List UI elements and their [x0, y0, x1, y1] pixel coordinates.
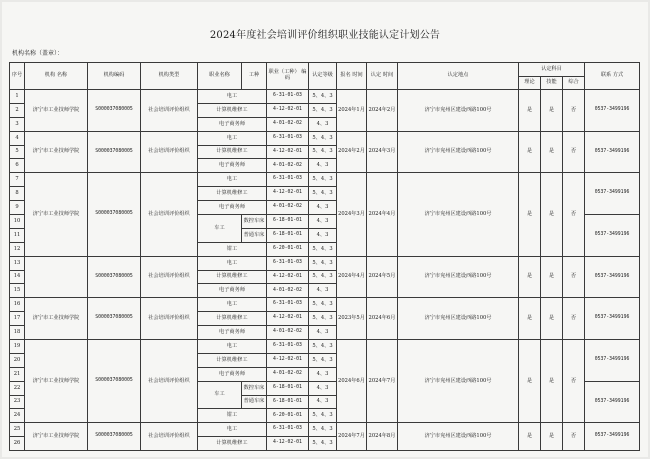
level-cell: 5、4、3: [309, 409, 337, 423]
header-comprehensive: 综合: [563, 77, 585, 90]
skill-cell: 是: [541, 298, 563, 340]
skill-cell: 是: [541, 340, 563, 423]
job-code-cell: 4-12-02-01: [267, 437, 309, 451]
job-code-cell: 6-31-01-03: [267, 298, 309, 312]
job-code-cell: 6-18-01-01: [267, 228, 309, 242]
row-seq: 1: [10, 90, 25, 104]
plan-table: [9, 62, 640, 451]
job-name-cell: 电工: [198, 340, 267, 354]
job-code-cell: 6-31-01-03: [267, 256, 309, 270]
exam-time-cell: 2024年5月: [367, 256, 398, 298]
exam-time-cell: 2024年8月: [367, 423, 398, 451]
level-cell: 5、4、3: [309, 270, 337, 284]
table-row: [10, 90, 640, 104]
job-code-cell: 6-31-01-03: [267, 340, 309, 354]
level-cell: 5、4、3: [309, 353, 337, 367]
level-cell: 4、3: [309, 284, 337, 298]
table-body: [10, 90, 640, 451]
header-row: [10, 63, 640, 77]
contact-cell: 0537-3499196: [585, 381, 640, 423]
org-code-cell: S000037080005: [88, 173, 141, 256]
theory-cell: 是: [519, 256, 541, 298]
contact-cell: 0537-3499196: [585, 215, 640, 257]
job-code-cell: 6-20-01-01: [267, 242, 309, 256]
org-code-cell: S000037080005: [88, 298, 141, 340]
row-seq: 23: [10, 395, 25, 409]
table-row: [10, 298, 640, 312]
job-name-cell: 电工: [198, 423, 267, 437]
job-name-cell: 电子商务师: [198, 201, 267, 215]
header-contact: 联系 方式: [585, 63, 640, 90]
org-code-cell: S000037080005: [88, 131, 141, 173]
org-name-cell: 济宁市工业技师学院: [25, 173, 88, 256]
level-cell: 4、3: [309, 326, 337, 340]
row-seq: 21: [10, 367, 25, 381]
job-code-cell: 4-01-02-02: [267, 159, 309, 173]
location-cell: 济宁市兖州区建设西路100号: [398, 256, 519, 298]
org-name-cell: 济宁市工业技师学院: [25, 423, 88, 451]
job-code-cell: 6-20-01-01: [267, 409, 309, 423]
comprehensive-cell: 否: [563, 90, 585, 132]
job-name-cell: 电子商务师: [198, 326, 267, 340]
table-row: [10, 423, 640, 437]
level-cell: 5、4、3: [309, 256, 337, 270]
org-type-cell: 社会培训评价组织: [141, 256, 198, 298]
row-seq: 3: [10, 117, 25, 131]
org-name-cell: 济宁市工业技师学院: [25, 298, 88, 340]
row-seq: 11: [10, 228, 25, 242]
job-name-cell: 计算机维修工: [198, 103, 267, 117]
skill-cell: 是: [541, 173, 563, 256]
org-name-cell: 济宁市工业技师学院: [25, 340, 88, 423]
job-name-cell: 计算机维修工: [198, 353, 267, 367]
contact-cell: 0537-3499196: [585, 256, 640, 298]
job-name-cell: 电子商务师: [198, 117, 267, 131]
comprehensive-cell: 否: [563, 340, 585, 423]
level-cell: 4、3: [309, 117, 337, 131]
row-seq: 19: [10, 340, 25, 354]
row-seq: 22: [10, 381, 25, 395]
contact-cell: 0537-3499196: [585, 90, 640, 132]
row-seq: 17: [10, 312, 25, 326]
location-cell: 济宁市兖州区建设西路100号: [398, 173, 519, 256]
job-name-cell: 计算机维修工: [198, 187, 267, 201]
org-code-cell: S000037080005: [88, 423, 141, 451]
theory-cell: 是: [519, 131, 541, 173]
level-cell: 4、3: [309, 159, 337, 173]
header-skill: 技能: [541, 77, 563, 90]
skill-cell: 是: [541, 423, 563, 451]
job-code-cell: 6-31-01-03: [267, 173, 309, 187]
job-name-cell: 钳工: [198, 242, 267, 256]
job-code-cell: 4-01-02-02: [267, 201, 309, 215]
theory-cell: 是: [519, 340, 541, 423]
job-name-cell: 电子商务师: [198, 159, 267, 173]
org-type-cell: 社会培训评价组织: [141, 90, 198, 132]
header-seq: 序号: [10, 63, 25, 90]
job-code-cell: 4-12-02-01: [267, 103, 309, 117]
row-seq: 8: [10, 187, 25, 201]
header-location: 认定地点: [398, 63, 519, 90]
row-seq: 10: [10, 215, 25, 229]
job-code-cell: 6-31-01-03: [267, 131, 309, 145]
org-type-cell: 社会培训评价组织: [141, 340, 198, 423]
level-cell: 5、4、3: [309, 145, 337, 159]
job-name-cell: 电工: [198, 173, 267, 187]
job-code-cell: 6-18-01-01: [267, 215, 309, 229]
skill-cell: 是: [541, 90, 563, 132]
job-code-cell: 4-12-02-01: [267, 270, 309, 284]
work-type-cell: 数控车床: [242, 215, 267, 229]
job-name-cell: 钳工: [198, 409, 267, 423]
level-cell: 4、3: [309, 228, 337, 242]
level-cell: 5、4、3: [309, 187, 337, 201]
org-code-cell: S000037080005: [88, 256, 141, 298]
location-cell: 济宁市兖州区建设西路100号: [398, 298, 519, 340]
org-code-cell: S000037080005: [88, 340, 141, 423]
row-seq: 15: [10, 284, 25, 298]
signup-time-cell: 2023年5月: [337, 298, 367, 340]
skill-cell: 是: [541, 131, 563, 173]
signup-time-cell: 2024年6月: [337, 340, 367, 423]
level-cell: 5、4、3: [309, 131, 337, 145]
job-name-cell: 计算机维修工: [198, 145, 267, 159]
exam-time-cell: 2024年4月: [367, 173, 398, 256]
table-row: [10, 131, 640, 145]
contact-cell: 0537-3499196: [585, 298, 640, 340]
theory-cell: 是: [519, 298, 541, 340]
header-org-code: 机构编码: [88, 63, 141, 90]
row-seq: 4: [10, 131, 25, 145]
level-cell: 5、4、3: [309, 437, 337, 451]
location-cell: 济宁市兖州区建设西路100号: [398, 423, 519, 451]
table-row: [10, 340, 640, 354]
row-seq: 18: [10, 326, 25, 340]
job-code-cell: 6-31-01-03: [267, 423, 309, 437]
row-seq: 12: [10, 242, 25, 256]
header-org-type: 机构类型: [141, 63, 198, 90]
header-work-type: 工种: [242, 63, 267, 90]
level-cell: 4、3: [309, 381, 337, 395]
level-cell: 5、4、3: [309, 90, 337, 104]
job-code-cell: 6-18-01-01: [267, 395, 309, 409]
header-job-code: 职业（工种） 编码: [267, 63, 309, 90]
comprehensive-cell: 否: [563, 173, 585, 256]
org-code-cell: S000037080005: [88, 90, 141, 132]
level-cell: 4、3: [309, 395, 337, 409]
signup-time-cell: 2024年1月: [337, 90, 367, 132]
contact-cell: 0537-3499196: [585, 173, 640, 215]
job-name-cell: 电子商务师: [198, 284, 267, 298]
comprehensive-cell: 否: [563, 256, 585, 298]
job-code-cell: 4-01-02-02: [267, 117, 309, 131]
signup-time-cell: 2024年3月: [337, 173, 367, 256]
row-seq: 7: [10, 173, 25, 187]
header-exam-time: 认定 时间: [367, 63, 398, 90]
header-org-name: 机构 名称: [25, 63, 88, 90]
header-subjects: 认定科目: [519, 63, 585, 77]
job-code-cell: 4-12-02-01: [267, 145, 309, 159]
job-code-cell: 4-01-02-02: [267, 284, 309, 298]
signup-time-cell: 2024年2月: [337, 131, 367, 173]
contact-cell: 0537-3499196: [585, 340, 640, 382]
row-seq: 13: [10, 256, 25, 270]
exam-time-cell: 2024年6月: [367, 298, 398, 340]
level-cell: 5、4、3: [309, 242, 337, 256]
row-seq: 26: [10, 437, 25, 451]
exam-time-cell: 2024年7月: [367, 340, 398, 423]
job-name-cell: 电工: [198, 131, 267, 145]
org-type-cell: 社会培训评价组织: [141, 173, 198, 256]
level-cell: 5、4、3: [309, 298, 337, 312]
work-type-cell: 数控车床: [242, 381, 267, 395]
theory-cell: 是: [519, 173, 541, 256]
job-name-cell: 计算机维修工: [198, 437, 267, 451]
row-seq: 6: [10, 159, 25, 173]
row-seq: 9: [10, 201, 25, 215]
contact-cell: 0537-3499196: [585, 423, 640, 451]
skill-cell: 是: [541, 256, 563, 298]
theory-cell: 是: [519, 90, 541, 132]
job-name-cell: 电子商务师: [198, 367, 267, 381]
work-type-cell: 普通车床: [242, 395, 267, 409]
org-name-cell: 济宁市工业技师学院: [25, 131, 88, 173]
theory-cell: 是: [519, 423, 541, 451]
header-theory: 理论: [519, 77, 541, 90]
level-cell: 4、3: [309, 201, 337, 215]
job-name-cell: 车工: [198, 381, 242, 409]
row-seq: 20: [10, 353, 25, 367]
contact-cell: 0537-3499196: [585, 131, 640, 173]
org-name-cell: 济宁市工业技师学院: [25, 90, 88, 132]
location-cell: 济宁市兖州区建设西路100号: [398, 131, 519, 173]
exam-time-cell: 2024年3月: [367, 131, 398, 173]
header-job-name: 职业名称: [198, 63, 242, 90]
level-cell: 5、4、3: [309, 423, 337, 437]
table-row: [10, 256, 640, 270]
signup-time-cell: 2024年4月: [337, 256, 367, 298]
org-type-cell: 社会培训评价组织: [141, 423, 198, 451]
job-code-cell: 4-01-02-02: [267, 367, 309, 381]
header-signup-time: 报名 时间: [337, 63, 367, 90]
level-cell: 4、3: [309, 367, 337, 381]
work-type-cell: 普通车床: [242, 228, 267, 242]
comprehensive-cell: 否: [563, 298, 585, 340]
location-cell: 济宁市兖州区建设西路100号: [398, 90, 519, 132]
signup-time-cell: 2024年7月: [337, 423, 367, 451]
level-cell: 5、4、3: [309, 103, 337, 117]
comprehensive-cell: 否: [563, 131, 585, 173]
row-seq: 5: [10, 145, 25, 159]
document-page: [2, 2, 648, 457]
job-name-cell: 计算机维修工: [198, 312, 267, 326]
level-cell: 5、4、3: [309, 173, 337, 187]
exam-time-cell: 2024年2月: [367, 90, 398, 132]
comprehensive-cell: 否: [563, 423, 585, 451]
job-name-cell: 电工: [198, 256, 267, 270]
header-level: 认定等级: [309, 63, 337, 90]
level-cell: 5、4、3: [309, 340, 337, 354]
row-seq: 14: [10, 270, 25, 284]
job-name-cell: 电工: [198, 298, 267, 312]
org-type-cell: 社会培训评价组织: [141, 131, 198, 173]
job-name-cell: 计算机维修工: [198, 270, 267, 284]
page-title: 2024年度社会培训评价组织职业技能认定计划公告: [209, 30, 441, 41]
org-name-cell: [25, 256, 88, 298]
org-type-cell: 社会培训评价组织: [141, 298, 198, 340]
row-seq: 16: [10, 298, 25, 312]
job-code-cell: 6-18-01-01: [267, 381, 309, 395]
org-name-label: 机构名称（盖章）：: [12, 50, 64, 57]
job-code-cell: 4-01-02-02: [267, 326, 309, 340]
table-row: [10, 173, 640, 187]
job-code-cell: 4-12-02-01: [267, 312, 309, 326]
job-name-cell: 电工: [198, 90, 267, 104]
job-code-cell: 4-12-02-01: [267, 353, 309, 367]
level-cell: 5、4、3: [309, 312, 337, 326]
row-seq: 2: [10, 103, 25, 117]
job-name-cell: 车工: [198, 215, 242, 243]
level-cell: 4、3: [309, 215, 337, 229]
job-code-cell: 6-31-01-03: [267, 90, 309, 104]
row-seq: 25: [10, 423, 25, 437]
job-code-cell: 4-12-02-01: [267, 187, 309, 201]
location-cell: 济宁市兖州区建设西路100号: [398, 340, 519, 423]
row-seq: 24: [10, 409, 25, 423]
